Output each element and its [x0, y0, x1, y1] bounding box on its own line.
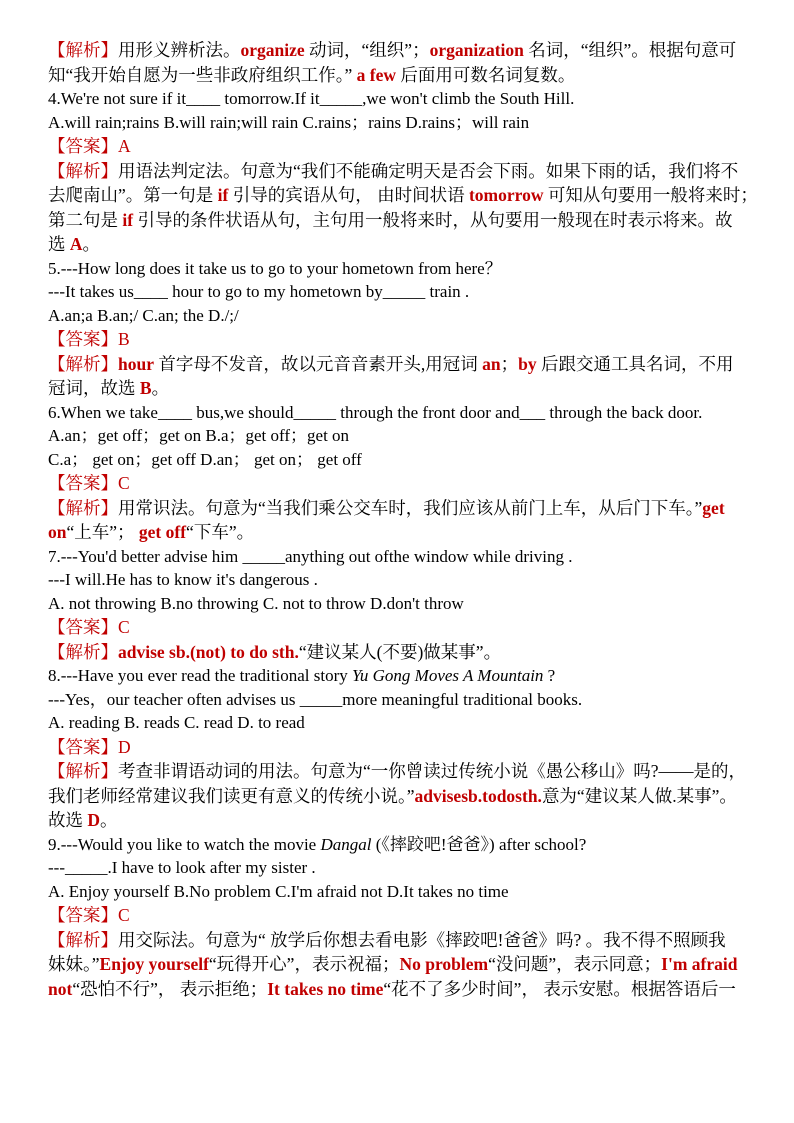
text-segment: 第二句是 [48, 209, 123, 230]
text-segment: A. Enjoy yourself B.No problem C.I'm afraid not D.It takes no time [48, 881, 509, 901]
text-line [48, 159, 780, 184]
highlight-term: a few [352, 64, 397, 85]
text-segment: ---I will.He has to know it's dangerous . [48, 570, 318, 589]
text-segment: 故选 [48, 810, 88, 830]
text-segment: 。 [100, 810, 118, 830]
text-line [48, 87, 780, 111]
text-line [48, 304, 780, 328]
text-line [48, 928, 780, 953]
document-page [48, 38, 780, 1001]
highlight-term: B [139, 378, 152, 398]
highlight-term: an [482, 353, 501, 374]
text-line [48, 448, 780, 472]
text-segment: “花不了多少时间”， 表示安慰。根据答语后一 [383, 978, 736, 999]
highlight-term: get off [138, 522, 187, 542]
text-segment: 我们老师经常建议我们读更有意义的传统小说。” [48, 785, 415, 806]
text-line [48, 759, 780, 784]
text-segment: 。 [151, 378, 170, 398]
text-line [48, 640, 780, 665]
text-line [48, 496, 780, 521]
text-segment: “上车”； [66, 522, 139, 542]
text-segment: 引导的条件状语从句，主句用一般将来时，从句要用一般现在时表示将来。故 [133, 209, 733, 230]
label-text: 【答案】 [48, 329, 118, 349]
text-line [48, 664, 780, 688]
text-line [48, 903, 780, 928]
text-segment: ---_____.I have to look after my sister . [48, 858, 316, 877]
text-line [48, 257, 780, 281]
label-text: B [118, 329, 130, 349]
text-line [48, 977, 780, 1002]
text-line [48, 568, 780, 592]
text-segment: 用语法判定法。句意为“我们不能确定明天是否会下雨。如果下雨的话，我们将不 [118, 160, 739, 181]
text-line [48, 952, 780, 977]
text-segment: 用常识法。句意为“当我们乘公交车时，我们应该从前门上车，从后门下车。” [118, 497, 703, 518]
label-text: 【答案】 [48, 736, 118, 757]
text-line [48, 545, 780, 569]
highlight-term: by [518, 353, 537, 374]
text-segment: C.a； get on；get off D.an； get on； get off [48, 449, 362, 469]
label-text: D [118, 736, 131, 757]
highlight-term: not [48, 978, 73, 999]
text-segment: 6.When we take____ bus,we should_____ through the front door and___ through the back door. [48, 402, 703, 422]
italic-title: Dangal [320, 834, 372, 854]
label-text: 【解析】 [48, 761, 118, 781]
label-text: 【解析】 [48, 497, 118, 518]
label-text: 【答案】 [48, 136, 118, 156]
text-segment: 可知从句要用一般将来时； [543, 185, 758, 205]
text-segment: 考查非谓语动词的用法。句意为“一你曾读过传统小说《愚公移山》吗?——是的， [118, 761, 747, 781]
text-line [48, 784, 780, 809]
text-segment: “下车”。 [186, 522, 255, 542]
label-text: 【解析】 [48, 40, 118, 60]
text-line [48, 183, 780, 208]
highlight-term: organization [429, 40, 524, 60]
text-segment: 冠词，故选 [48, 378, 140, 398]
label-text: 【答案】 [48, 905, 118, 925]
text-line [48, 280, 780, 304]
text-line [48, 471, 780, 496]
text-line [48, 856, 780, 880]
text-line [48, 376, 780, 401]
text-line [48, 424, 780, 448]
highlight-term: tomorrow [468, 185, 544, 205]
label-text: 【答案】 [48, 473, 118, 493]
text-line [48, 327, 780, 352]
label-text: 【解析】 [48, 929, 118, 950]
text-segment: 动词，“组织”； [304, 40, 430, 60]
text-segment: “建议某人(不要)做某事”。 [298, 641, 502, 662]
highlight-term: Enjoy yourself [99, 954, 209, 974]
text-line [48, 615, 780, 640]
label-text: C [118, 617, 130, 637]
highlight-term: hour [118, 353, 154, 374]
highlight-term: if [217, 185, 229, 205]
text-segment: 5.---How long does it take us to go to your hometown from here？ [48, 258, 502, 278]
text-segment: 首字母不发音，故以元音音素开头,用冠词 [153, 353, 483, 374]
label-text: C [118, 905, 130, 925]
text-line [48, 833, 780, 857]
highlight-term: organize [240, 40, 305, 60]
text-line [48, 63, 780, 88]
text-segment: A. not throwing B.no throwing C. not to throw D.don't throw [48, 593, 464, 613]
text-segment: 选 [48, 234, 70, 254]
text-line [48, 134, 780, 159]
text-segment: A.an；get off；get on B.a；get off；get on [48, 426, 350, 445]
text-segment: ? [543, 666, 556, 685]
text-line [48, 38, 780, 63]
text-segment: 8.---Have you ever read the traditional story [48, 666, 352, 685]
label-text: 【解析】 [48, 641, 118, 662]
text-segment: 后面用可数名词复数。 [396, 64, 576, 85]
text-line [48, 208, 780, 233]
text-line [48, 711, 780, 735]
text-line [48, 401, 780, 425]
highlight-term: if [122, 209, 134, 230]
text-line [48, 688, 780, 712]
text-segment: A.will rain;rains B.will rain;will rain C.rains；rains D.rains；will rain [48, 112, 530, 132]
text-segment: ---Yes，our teacher often advises us _____more meaningful traditional books. [48, 689, 583, 709]
text-segment: 9.---Would you like to watch the movie [48, 834, 321, 854]
text-line [48, 520, 780, 545]
highlight-term: I'm afraid [661, 954, 738, 974]
text-segment: 妹妹。” [48, 954, 100, 974]
text-segment: 用交际法。句意为“ 放学后你想去看电影《摔跤吧!爸爸》吗? 。我不得不照顾我 [118, 929, 726, 950]
label-text: 【答案】 [48, 617, 118, 637]
text-segment: 7.---You'd better advise him _____anything out ofthe window while driving . [48, 546, 573, 566]
highlight-term: A [69, 234, 83, 254]
text-segment: “玩得开心”，表示祝福； [208, 954, 400, 974]
text-line [48, 111, 780, 135]
text-line [48, 232, 780, 257]
text-segment: “恐怕不行”， 表示拒绝； [72, 978, 268, 999]
text-segment: A.an;a B.an;/ C.an; the D./;/ [48, 305, 239, 325]
text-segment: 意为“建议某人做.某事”。 [541, 785, 737, 806]
text-line [48, 592, 780, 616]
highlight-term: advisesb.todosth. [414, 785, 542, 806]
label-text: 【解析】 [48, 160, 118, 181]
text-segment: ； [500, 353, 519, 374]
label-text: A [118, 136, 131, 156]
text-segment: A. reading B. reads C. read D. to read [48, 713, 305, 732]
text-segment: ---It takes us____ hour to go to my hometown by_____ train . [48, 282, 470, 301]
highlight-term: on [48, 522, 67, 542]
text-segment: 用形义辨析法。 [118, 40, 241, 60]
text-segment: “没问题”，表示同意； [488, 954, 662, 974]
label-text: 【解析】 [48, 353, 118, 374]
highlight-term: get [702, 497, 725, 518]
text-line [48, 735, 780, 760]
text-segment: 。 [82, 234, 101, 254]
text-line [48, 808, 780, 833]
highlight-term: No problem [399, 954, 489, 974]
text-segment: 去爬南山”。第一句是 [48, 185, 218, 205]
text-segment: 引导的宾语从句， 由时间状语 [228, 185, 469, 205]
text-segment: 4.We're not sure if it____ tomorrow.If it_____,we won't climb the South Hill. [48, 89, 575, 108]
text-segment: 后跟交通工具名词，不用 [536, 353, 734, 374]
highlight-term: It takes no time [267, 978, 384, 999]
label-text: C [118, 473, 130, 493]
text-line [48, 352, 780, 377]
text-segment: 知“我开始自愿为一些非政府组织工作。” [48, 64, 353, 85]
highlight-term: advise sb.(not) to do sth. [118, 641, 299, 662]
text-segment: (《摔跤吧!爸爸》) after school? [371, 834, 587, 854]
text-segment: 名词，“组织”。根据句意可 [523, 40, 737, 60]
italic-title: Yu Gong Moves A Mountain [352, 666, 544, 685]
text-line [48, 880, 780, 904]
highlight-term: D [87, 810, 101, 830]
